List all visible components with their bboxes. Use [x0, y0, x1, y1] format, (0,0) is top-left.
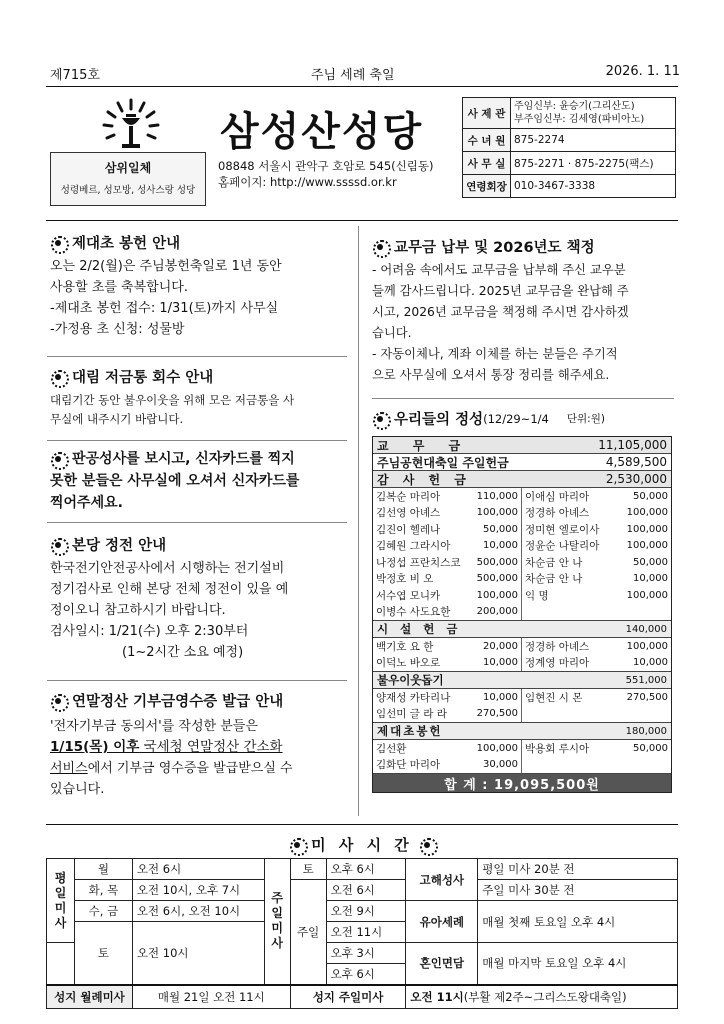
donor-cell: 김선환 100,000 [373, 740, 522, 757]
shrine-sunday-label: 성지 주일미사 [290, 985, 406, 1009]
tax-service-word: 서비스 [50, 761, 88, 776]
contact-table [462, 97, 676, 198]
text-line [50, 448, 345, 470]
parish-address: 08848 서울시 관악구 호암로 545(신림동) [218, 159, 434, 173]
section-title-text: 연말정산 기부금영수증 발급 안내 [72, 694, 284, 710]
contact-value [511, 98, 676, 129]
contact-key: 사 무 실 [463, 152, 511, 175]
offering-total-row [373, 454, 671, 471]
text-line [50, 758, 345, 779]
column-divider [358, 226, 359, 816]
infant-baptism: 매월 첫째 토요일 오후 4시 [478, 901, 678, 943]
donor-cell: 김화단 마리아 30,000 [373, 757, 522, 774]
donor-cell [522, 757, 671, 774]
shrine-sunday-time: 오전 11시 [410, 989, 464, 1004]
offering-label: 불우이웃돕기 [377, 673, 444, 687]
text-line: - 자동이체나, 계좌 이체를 하는 분들은 주기적 [372, 347, 618, 361]
offering-amount: 180,000 [625, 725, 667, 737]
header-divider [46, 86, 678, 87]
homepage-line [218, 174, 433, 190]
issue-number: 제715호 [50, 68, 100, 83]
donor-cell: 정윤순 나탈리아 100,000 [525, 540, 668, 553]
donor-cell: 나정섭 프란치스코 500,000 [373, 554, 522, 571]
facility-grid [373, 638, 671, 672]
confession-1: 평일 미사 20분 전 [478, 859, 678, 880]
sat-time: 오후 6시 [326, 859, 406, 880]
contact-value: 010-3467-3338 [511, 175, 676, 198]
flower-icon [419, 837, 435, 853]
infant-baptism-label: 유아세례 [406, 901, 478, 943]
parish-name: 삼성산성당 [220, 109, 424, 155]
offering-table [372, 436, 672, 793]
poor-header [373, 672, 671, 689]
text-line: - 어려움 속에서도 교무금을 납부해 주신 교우분 [372, 263, 626, 277]
sun-label: 주일 [290, 880, 326, 985]
sun-time: 오전 9시 [326, 901, 406, 922]
flower-icon [50, 451, 66, 467]
wd-time: 오전 10시 [132, 922, 264, 985]
section-title-tax [50, 690, 283, 711]
wd-time: 오전 10시, 오후 7시 [132, 880, 264, 901]
header-bottom-divider [46, 220, 678, 221]
donor-cell: 임선미 글 라 라 270,500 [373, 706, 522, 723]
text-line: 들께 감사드립니다. 2025년 교무금을 완납해 주 [372, 284, 629, 298]
donor-cell [522, 706, 671, 723]
feast-name: 주님 세례 축일 [310, 68, 395, 83]
text-line: 시고, 2026년 교무금을 책정해 주시면 감사하겠 [372, 305, 629, 319]
spacer [47, 943, 75, 985]
section-divider [47, 440, 347, 441]
text-line: 으로 사무실에 오셔서 통장 정리를 해주세요. [372, 368, 610, 382]
donor-cell: 양재성 카타리나 10,000 [373, 689, 522, 706]
section-outage-body [50, 558, 345, 663]
offering-total-row [373, 471, 671, 488]
text-line: 대림기간 동안 불우이웃을 위해 모은 저금통을 사 [50, 393, 295, 407]
offering-amount: 551,000 [625, 674, 667, 686]
section-title-candle [50, 232, 180, 253]
section-title-offering [372, 408, 677, 429]
section-title-text: 본당 정전 안내 [72, 538, 167, 554]
trinity-title: 삼위일체 [104, 161, 152, 175]
tax-date: 1/15(목) 이후 [50, 739, 140, 755]
donor-cell: 서수엽 모니카 100,000 [373, 587, 522, 604]
section-tax-body [50, 716, 345, 800]
offering-amount: 2,530,000 [605, 472, 667, 486]
donor-cell: 정경하 아녜스 100,000 [525, 640, 668, 653]
sun-time: 오후 6시 [326, 964, 406, 985]
flower-icon [50, 235, 66, 251]
sun-time: 오전 11시 [326, 922, 406, 943]
donor-cell: 정미현 엘로이사 100,000 [525, 523, 668, 536]
offering-total-row [373, 437, 671, 454]
donor-cell: 차순금 안 나 50,000 [525, 556, 668, 569]
candle-header [373, 723, 671, 740]
donor-cell: 박정호 비 오 500,000 [373, 571, 522, 588]
text-line: 습니다. [372, 326, 412, 340]
section-divider [47, 522, 347, 523]
section-title-dues [372, 236, 595, 257]
donor-cell: 익 명 100,000 [525, 589, 668, 602]
mass-title [0, 834, 724, 855]
wd-time: 오전 6시 [132, 859, 264, 880]
trinity-subtitle: 성령베르, 성모방, 성사스랑 성당 [60, 185, 196, 196]
section-title-text: 우리들의 정성 [394, 412, 484, 428]
issue-date: 2026. 1. 11 [605, 64, 680, 79]
text-line: 사용할 초를 축복합니다. [50, 280, 188, 295]
offering-label: 교 무 금 [377, 438, 471, 453]
text-line: 한국전기안전공사에서 시행하는 전기설비 [50, 561, 285, 576]
text-line: 오는 2/2(월)은 주님봉헌축일로 1년 동안 [50, 259, 282, 274]
text-line: (1~2시간 소요 예정) [122, 645, 244, 660]
sunday-mass-label: 주일미사 [264, 859, 290, 985]
donor-cell: 정계영 마리아 10,000 [525, 657, 668, 670]
offering-amount: 11,105,000 [598, 438, 667, 452]
offering-amount: 140,000 [625, 623, 667, 635]
donor-cell: 이덕노 바오로 10,000 [373, 655, 522, 672]
wd-day: 화, 목 [74, 880, 132, 901]
offering-label: 주님공현대축일 주일헌금 [377, 455, 509, 470]
section-title-piggybank [50, 366, 213, 387]
contact-value: 875-2271 · 875-2275(팩스) [511, 152, 676, 175]
donor-cell: 이애심 마리아 50,000 [525, 490, 668, 503]
section-divider [47, 356, 347, 357]
donor-cell [522, 604, 671, 621]
offering-label: 시 설 헌 금 [377, 622, 462, 636]
section-confession-card [50, 448, 345, 514]
wd-day: 수, 금 [74, 901, 132, 922]
confession-2: 주일 미사 30분 전 [478, 880, 678, 901]
tax-service-text: 국세청 연말정산 간소화 [139, 739, 283, 755]
parish-logo-icon [100, 96, 162, 158]
weekday-mass-label: 평일미사 [47, 859, 75, 943]
donor-cell: 김선영 아녜스 100,000 [373, 505, 522, 522]
section-title-outage [50, 534, 166, 555]
sat-label: 토 [290, 859, 326, 880]
contact-key: 수 녀 원 [463, 129, 511, 152]
text-line: 정이오니 참고하시기 바랍니다. [50, 603, 226, 618]
text-line: 찍어주세요. [50, 495, 123, 511]
donor-cell: 정경하 아녜스 100,000 [525, 507, 668, 520]
offering-label: 감 사 헌 금 [377, 472, 471, 487]
section-divider [372, 398, 674, 399]
contact-row [463, 129, 676, 152]
parish-address-block [218, 158, 433, 190]
contact-value: 875-2274 [511, 129, 676, 152]
section-piggybank-body [50, 391, 345, 429]
contact-row [463, 152, 676, 175]
section-title-text: 교무금 납부 및 2026년도 책정 [394, 240, 595, 256]
text-line: '전자기부금 동의서'를 작성한 분들은 [50, 719, 258, 734]
offering-unit: 단위:원) [566, 413, 605, 425]
wd-day: 월 [74, 859, 132, 880]
donor-cell: 차순금 안 나 10,000 [525, 573, 668, 586]
candle-grid [373, 740, 671, 774]
contact-key: 사 제 관 [463, 98, 511, 129]
tax-line-rest: 에서 기부금 영수증을 발급받으실 수 [87, 761, 293, 776]
contact-row [463, 98, 676, 129]
text-line: 있습니다. [50, 782, 105, 797]
confession-card-line1: 판공성사를 보시고, 신자카드를 찍지 [72, 451, 295, 467]
text-line: 못한 분들은 사무실에 오셔서 신자카드를 [50, 473, 300, 489]
section-dues-body [372, 260, 677, 386]
section-title-text: 제대초 봉헌 안내 [72, 236, 181, 252]
facility-header [373, 621, 671, 638]
contact-line: 부주임신부: 김세영(파비아노) [514, 114, 645, 125]
flower-icon [289, 837, 305, 853]
donor-cell: 임현진 시 몬 270,500 [525, 691, 668, 704]
marriage-label: 혼인면담 [406, 943, 478, 985]
homepage-label: 홈페이지: [218, 175, 270, 189]
wd-day: 토 [74, 922, 132, 985]
text-line: -제대초 봉헌 접수: 1/31(토)까지 사무실 [50, 301, 279, 316]
contact-row [463, 175, 676, 198]
shrine-sunday [406, 985, 678, 1009]
flower-icon [372, 411, 388, 427]
shrine-monthly-label: 성지 월례미사 [47, 985, 133, 1009]
flower-icon [50, 537, 66, 553]
text-line: 정기검사로 인해 본당 전체 정전이 있을 예 [50, 582, 289, 597]
mass-divider [46, 824, 678, 825]
donor-cell: 김복순 마리아 110,000 [373, 488, 522, 505]
wd-time: 오전 6시, 오전 10시 [132, 901, 264, 922]
donor-cell: 이병수 사도요한 200,000 [373, 604, 522, 621]
mass-title-text: 미 사 시 간 [311, 836, 413, 854]
contact-line: 주임신부: 윤승기(그리산도) [514, 101, 635, 112]
donor-cell: 김진이 헬레나 50,000 [373, 521, 522, 538]
confession-label: 고해성사 [406, 859, 478, 901]
section-candle-body [50, 256, 345, 340]
flower-icon [50, 369, 66, 385]
flower-icon [372, 239, 388, 255]
thanks-grid [373, 488, 671, 621]
donor-cell: 백기호 요 한 20,000 [373, 638, 522, 655]
shrine-monthly: 매월 21일 오전 11시 [132, 985, 290, 1009]
sun-time: 오후 3시 [326, 943, 406, 964]
offering-amount: 4,589,500 [605, 455, 667, 469]
section-title-text: 대림 저금통 회수 안내 [72, 370, 214, 386]
contact-key: 연령회장 [463, 175, 511, 198]
text-line [50, 737, 345, 758]
offering-period: (12/29~1/4 [483, 411, 549, 426]
masthead-line [50, 64, 680, 83]
marriage: 매월 마지막 토요일 오후 4시 [478, 943, 678, 985]
section-divider [47, 680, 347, 681]
shrine-sunday-period: (부활 제2주~그리스도왕대축일) [463, 989, 627, 1004]
homepage-link[interactable]: http://www.ssssd.or.kr [269, 175, 397, 189]
text-line: -가정용 초 신청: 성물방 [50, 322, 185, 337]
text-line: 검사일시: 1/21(수) 오후 2:30부터 [50, 624, 249, 639]
trinity-box [50, 152, 206, 206]
poor-grid [373, 689, 671, 723]
flower-icon [50, 693, 66, 709]
offering-label: 제대초봉헌 [377, 724, 443, 738]
sun-time: 오전 6시 [326, 880, 406, 901]
grand-total: 합 계 : 19,095,500원 [373, 774, 671, 792]
donor-cell: 김혜원 그라시아 10,000 [373, 538, 522, 555]
text-line: 무실에 내주시기 바랍니다. [50, 412, 184, 426]
donor-cell: 박용회 루시아 50,000 [525, 742, 668, 755]
mass-table [46, 858, 678, 1009]
